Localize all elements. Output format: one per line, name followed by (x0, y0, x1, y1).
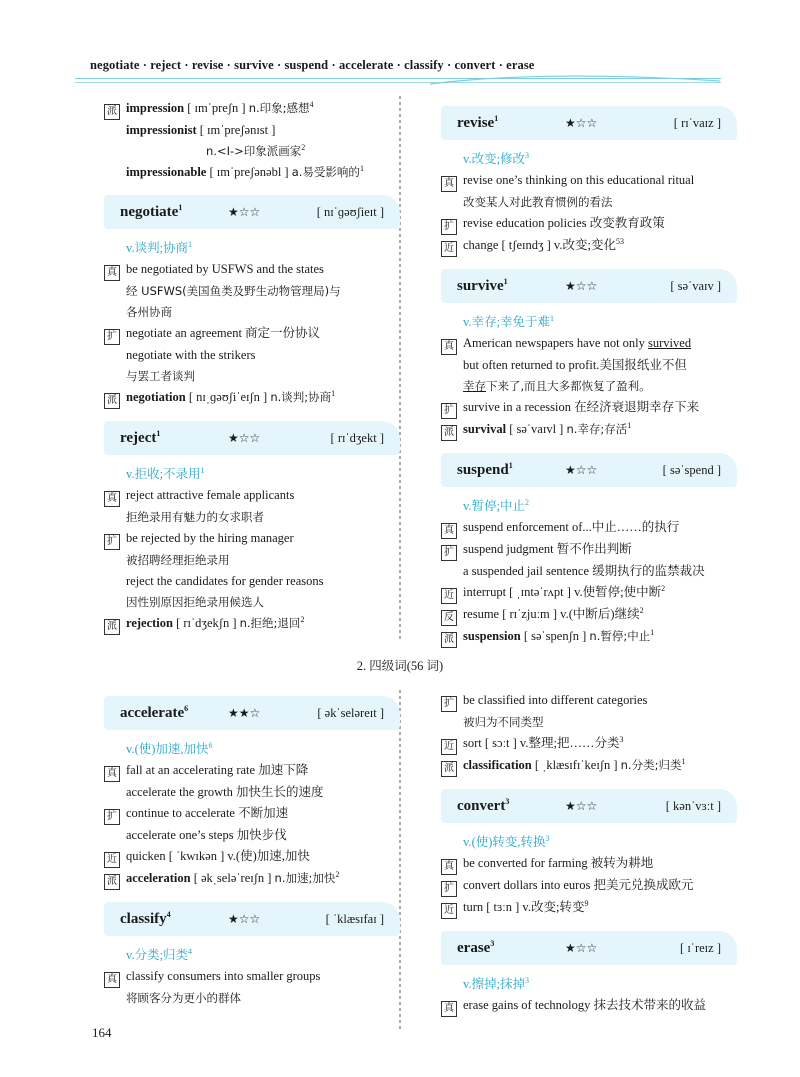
left-column-top (104, 98, 400, 635)
phonetic: [ ɪˈreɪz ] (680, 940, 721, 955)
star-rating: ★☆☆ (565, 279, 598, 293)
antonym-line: 反 resume [ rɪˈzjuːm ] v.(中断后)继续$^2$ (441, 604, 737, 626)
example-real: accelerate the growth 加快生长的速度 (126, 785, 324, 799)
phonetic: [ kənˈvɜːt ] (665, 798, 721, 813)
synonym-line: 近 turn [ tɜːn ] v.改变;转变$^9$ (441, 897, 737, 919)
word-card-classify: classify$^4$ ★☆☆ [ ˈklæsɪfaɪ ] (104, 902, 400, 936)
example-translation: 因性别原因拒绝录用候选人 (126, 595, 264, 609)
phonetic: [ rɪˈdʒekt ] (330, 430, 384, 445)
page-number: 164 (92, 1025, 112, 1040)
header-swoosh-decoration (430, 72, 730, 88)
example-real: 真 classify consumers into smaller groups (104, 966, 400, 988)
example-translation: 各州协商 (126, 305, 172, 319)
derivative-line: 派 survival [ səˈvaɪvl ] n.幸存;存活$^1$ (441, 419, 737, 441)
example-real: 真 suspend enforcement of...中止……的执行 (441, 517, 737, 539)
word-card-negotiate: negotiate$^1$ ★☆☆ [ nɪˈɡəʊʃieɪt ] (104, 195, 400, 229)
example-translation: 被招聘经理拒绝录用 (126, 553, 230, 567)
running-header: negotiate · reject · revise · survive · suspend · accelerate · classify · convert · erase (90, 58, 535, 72)
sense-label: v.谈判;协商$^1$ (126, 239, 193, 255)
derivative-line: 派 acceleration [ əkˌseləˈreɪʃn ] n.加速;加快$^2$ (104, 868, 400, 890)
word-card-suspend: suspend$^1$ ★☆☆ [ səˈspend ] (441, 453, 737, 487)
phonetic: [ rɪˈvaɪz ] (673, 115, 721, 130)
phonetic: [ əkˈseləreɪt ] (317, 705, 384, 720)
derivative-line: 派 classification [ ˌklæsɪfɪˈkeɪʃn ] n.分类;归类$^1$ (441, 755, 737, 777)
example-real: 真 fall at an accelerating rate 加速下降 (104, 760, 400, 782)
sense-label: v.(使)转变,转换$^3$ (463, 833, 550, 849)
synonym-line: 近 sort [ sɔːt ] v.整理;把……分类$^3$ (441, 733, 737, 755)
derivative-line: 派 suspension [ səˈspenʃn ] n.暂停;中止$^1$ (441, 626, 737, 648)
example-translation: 将顾客分为更小的群体 (126, 991, 241, 1005)
example-real: but often returned to profit.美国报纸业不但 (463, 358, 687, 372)
phonetic: [ nɪˈɡəʊʃieɪt ] (316, 204, 384, 219)
word-card-survive: survive$^1$ ★☆☆ [ səˈvaɪv ] (441, 269, 737, 303)
example-real: 真 erase gains of technology 抹去技术带来的收益 (441, 995, 737, 1017)
example-extended: 扩 suspend judgment 暂不作出判断 (441, 539, 737, 561)
derivative-tag: 派 (104, 104, 120, 120)
example-extended: accelerate one’s steps 加快步伐 (126, 828, 287, 842)
star-rating: ★☆☆ (565, 941, 598, 955)
example-translation: 幸存下来了,而且大多都恢复了盈利。 (463, 379, 651, 393)
sense-label: v.分类;归类$^4$ (126, 946, 193, 962)
synonym-line: 近 interrupt [ ˌɪntəˈrʌpt ] v.使暂停;使中断$^2$ (441, 582, 737, 604)
word-card-convert: convert$^3$ ★☆☆ [ kənˈvɜːt ] (441, 789, 737, 823)
example-real: 真 be negotiated by USFWS and the states (104, 259, 400, 281)
example-translation: 改变某人对此教育惯例的看法 (463, 195, 613, 209)
star-rating: ★★☆ (228, 706, 261, 720)
derivative-line: impressionable [ ɪmˈpreʃənəbl ] a.易受影响的$^1$ (126, 163, 364, 179)
example-extended: 扩 continue to accelerate 不断加速 (104, 803, 400, 825)
example-extended: 扩 be classified into different categories (441, 690, 737, 712)
example-translation: 拒绝录用有魅力的女求职者 (126, 510, 264, 524)
synonym-line: 近 change [ tʃeɪndʒ ] v.改变;变化$^{53}$ (441, 235, 737, 257)
word-card-revise: revise$^1$ ★☆☆ [ rɪˈvaɪz ] (441, 106, 737, 140)
example-translation: 经 USFWS(美国鱼类及野生动物管理局)与 (126, 284, 341, 298)
derivative-line: 派 rejection [ rɪˈdʒekʃn ] n.拒绝;退回$^2$ (104, 613, 400, 635)
star-rating: ★☆☆ (228, 431, 261, 445)
word-card-accelerate: accelerate$^6$ ★★☆ [ əkˈseləreɪt ] (104, 696, 400, 730)
derivative-line: 派 impression [ ɪmˈpreʃn ] n.印象;感想$^4$ (104, 98, 400, 120)
example-real: 真 revise one’s thinking on this educational ritual (441, 170, 737, 192)
phonetic: [ səˈspend ] (662, 462, 721, 477)
sense-label: v.拒收;不录用$^1$ (126, 465, 205, 481)
derivative-line: impressionist [ ɪmˈpreʃənɪst ] (126, 123, 276, 137)
star-rating: ★☆☆ (228, 912, 261, 926)
example-extended: 扩 be rejected by the hiring manager (104, 528, 400, 550)
sense-label: v.擦掉;抹掉$^3$ (463, 975, 530, 991)
star-rating: ★☆☆ (565, 463, 598, 477)
example-extended: 扩 convert dollars into euros 把美元兑换成欧元 (441, 875, 737, 897)
example-extended: reject the candidates for gender reasons (126, 574, 324, 588)
example-extended: 扩 survive in a recession 在经济衰退期幸存下来 (441, 397, 737, 419)
word-card-reject: reject$^1$ ★☆☆ [ rɪˈdʒekt ] (104, 421, 400, 455)
example-extended: negotiate with the strikers (126, 348, 256, 362)
example-extended: 扩 negotiate an agreement 商定一份协议 (104, 323, 400, 345)
right-column-top (441, 94, 737, 648)
synonym-line: 近 quicken [ ˈkwɪkən ] v.(使)加速,加快 (104, 846, 400, 868)
left-column-bottom (104, 684, 400, 1009)
word-card-erase: erase$^3$ ★☆☆ [ ɪˈreɪz ] (441, 931, 737, 965)
example-real: 真 be converted for farming 被转为耕地 (441, 853, 737, 875)
star-rating: ★☆☆ (565, 116, 598, 130)
example-real: 真 American newspapers have not only survived (441, 333, 737, 355)
example-extended: a suspended jail sentence 缓期执行的监禁裁决 (463, 564, 705, 578)
section-title: 2. 四级词(56 词) (356, 659, 444, 673)
derivative-definition: n.<I->印象派画家$^2$ (206, 142, 306, 158)
right-column-bottom (441, 690, 737, 1017)
example-translation: 被归为不同类型 (463, 715, 544, 729)
star-rating: ★☆☆ (565, 799, 598, 813)
example-extended: 扩 revise education policies 改变教育政策 (441, 213, 737, 235)
example-translation: 与罢工者谈判 (126, 369, 195, 383)
phonetic: [ səˈvaɪv ] (670, 278, 721, 293)
example-real: 真 reject attractive female applicants (104, 485, 400, 507)
sense-label: v.改变;修改$^3$ (463, 150, 530, 166)
phonetic: [ ˈklæsɪfaɪ ] (325, 911, 384, 926)
derivative-line: 派 negotiation [ nɪˌɡəʊʃiˈeɪʃn ] n.谈判;协商$^1$ (104, 387, 400, 409)
sense-label: v.(使)加速,加快$^6$ (126, 740, 213, 756)
sense-label: v.暂停;中止$^2$ (463, 497, 530, 513)
star-rating: ★☆☆ (228, 205, 261, 219)
sense-label: v.幸存;幸免于难$^1$ (463, 313, 555, 329)
